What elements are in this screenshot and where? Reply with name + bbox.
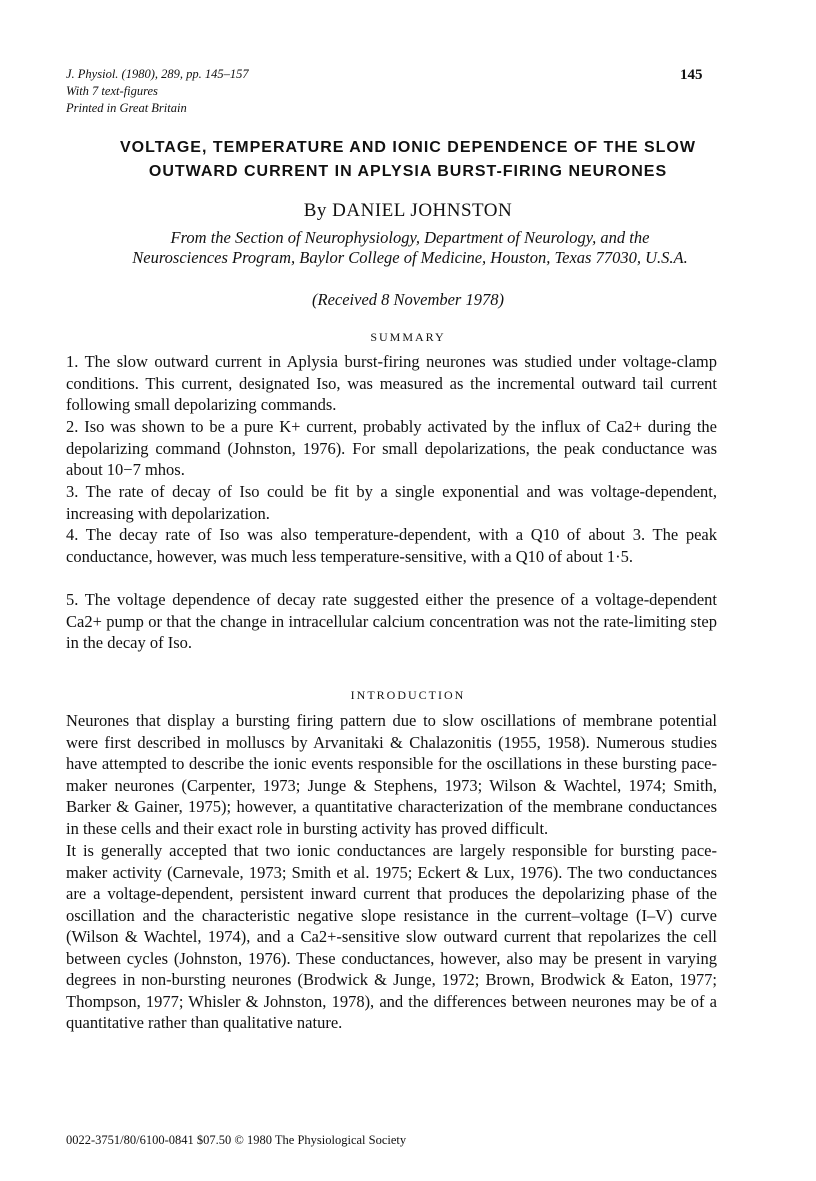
summary-item: 3. The rate of decay of Iso could be fit by a single exponential and was voltage-dependent, increasing with depolarization. — [66, 482, 717, 523]
summary-item: 5. The voltage dependence of decay rate suggested either the presence of a voltage-dependent Ca2+ pump or that the change in intracellular calcium concentration was not the rate-limiting step in the decay of Iso. — [66, 590, 717, 652]
title-line-1: VOLTAGE, TEMPERATURE AND IONIC DEPENDENCE OF THE SLOW — [120, 139, 696, 156]
article-title — [40, 136, 776, 184]
journal-citation: J. Physiol. (1980), 289, pp. 145–157 — [66, 67, 249, 81]
received-date: (Received 8 November 1978) — [312, 290, 504, 309]
affiliation-line-2: Neurosciences Program, Baylor College of Medicine, Houston, Texas 77030, U.S.A. — [132, 248, 688, 267]
summary-item: 1. The slow outward current in Aplysia burst-firing neurones was studied under voltage-clamp conditions. This current, designated Iso, was measured as the incremental outward tail current following small depolarizing commands. — [66, 352, 717, 414]
affiliation — [60, 228, 760, 268]
author-line: By DANIEL JOHNSTON — [303, 200, 513, 221]
intro-paragraph: Neurones that display a bursting firing pattern due to slow oscillations of membrane potential were first described in molluscs by Arvanitaki & Chalazonitis (1955, 1958). Numerous studies have attempted to describe the ionic events responsible for the oscillations in these bursting pace-maker neurones (Carpenter, 1973; Junge & Stephens, 1973; Wilson & Wachtel, 1974; Smith, Barker & Gainer, 1975); however, a quantitative characterization of the membrane conductances in these cells and their exact role in bursting activity has proved difficult. — [66, 711, 717, 838]
summary-item: 4. The decay rate of Iso was also temperature-dependent, with a Q10 of about 3. The peak conductance, however, was much less temperature-sensitive, with a Q10 of about 1·5. — [66, 525, 717, 566]
title-line-2: OUTWARD CURRENT IN APLYSIA BURST-FIRING NEURONES — [148, 163, 668, 180]
summary-heading: SUMMARY — [370, 330, 446, 344]
page-number: 145 — [680, 67, 703, 83]
figures-note: With 7 text-figures — [66, 84, 158, 98]
affiliation-line-1: From the Section of Neurophysiology, Department of Neurology, and the — [170, 228, 650, 247]
introduction-heading: INTRODUCTION — [350, 688, 466, 702]
copyright-line: 0022-3751/80/6100-0841 $07.50 © 1980 The Physiological Society — [66, 1133, 407, 1147]
intro-paragraph: It is generally accepted that two ionic conductances are largely responsible for bursting pace-maker activity (Carnevale, 1973; Smith et al. 1975; Eckert & Lux, 1976). The two conductances are a voltage-dependent, persistent inward current that produces the depolarizing phase of the oscillation and the characteristic negative slope resistance in the current–voltage (I–V) curve (Wilson & Wachtel, 1974), and a Ca2+-sensitive slow outward current that repolarizes the cell between cycles (Johnston, 1976). These conductances, however, also may be present in varying degrees in non-bursting neurones (Brodwick & Junge, 1972; Brown, Brodwick & Eaton, 1977; Thompson, 1977; Whisler & Johnston, 1978), and the differences between neurones may be of a quantitative rather than qualitative nature. — [66, 841, 717, 1032]
summary-item: 2. Iso was shown to be a pure K+ current, probably activated by the influx of Ca2+ during the depolarizing command (Johnston, 1976). For small depolarizations, the peak conductance was about 10−7 mhos. — [66, 417, 717, 479]
printed-note: Printed in Great Britain — [66, 101, 187, 115]
